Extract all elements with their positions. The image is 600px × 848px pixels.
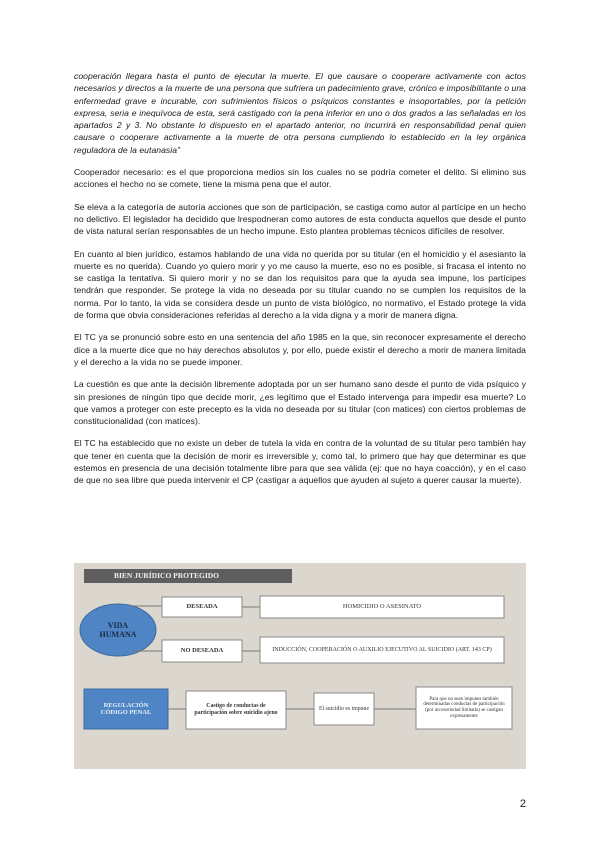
paragraph: En cuanto al bien jurídico, estamos hablando de una vida no querida por su titular (en el homicidio y el asesianto la muerte es no querida). Cuando yo quiero morir y yo me causo la muerte, eso no es posible, si fracasa el intento no se castiga la tentativa. Si quiero morir y no se dan los requisitos para que la ayuda sea impune, los partícipes tendrán que responder. Se protege la vida no deseada por su titular cuando no se cumplen los requisitos de la norma. Por lo tanto, la vida se considera desde un punto de vista biológico, no normativo, el Estado protege la vida de forma que obvia consideraciones referidas al derecho a la vida digna y a morir de manera digna.: [74, 248, 526, 321]
paragraph: Cooperador necesario: es el que proporciona medios sin los cuales no se podría cometer el delito. Si elimino sus acciones el hecho no se comete, tiene la misma pena que el autor.: [74, 167, 526, 190]
para-que-label: Para que no sean impunes también determinadas conductas de participación (por accesoriedad limitada) se castigan expresamente: [423, 696, 505, 719]
paragraph: El TC ya se pronunció sobre esto en una sentencia del año 1985 en la que, sin reconocer expresamente el derecho dice a la muerte dice que no hay derechos absolutos y, por ello, puede existir el derecho a morir de manera limitada y el derecho a la vida no se puede imponer.: [74, 332, 526, 367]
regulacion-label: REGULACIÓN CÓDIGO PENAL: [100, 701, 152, 716]
homicidio-label: HOMICIDIO O ASESINATO: [342, 603, 422, 611]
deseada-label: DESEADA: [186, 603, 218, 611]
paragraph: La cuestión es que ante la decisión libremente adoptada por un ser humano sano desde el punto de vida psíquico y sin presiones de ningún tipo que decide morir, ¿es legítimo que el Estado intervenga para impedir esa muerte? Lo que vamos a proteger con este precepto es la vida no deseada por su titular (con matices) con ciertos problemas de constitucionalidad (con matices).: [74, 379, 526, 427]
castigo-label: Castigo de conductas de participación sobre suicidio ajeno: [194, 703, 278, 716]
page-number: 2: [519, 798, 526, 810]
vida-humana-label: VIDA HUMANA: [99, 620, 137, 639]
induccion-label: INDUCCIÓN, COOPERACIÓN O AUXILIO EJECUTIVO AL SUICIDIO (ART. 143 CP): [272, 646, 492, 653]
diagram-header-label: BIEN JURÍDICO PROTEGIDO: [114, 570, 220, 580]
bien-juridico-diagram: [74, 563, 526, 769]
quoted-article-paragraph: cooperación llegara hasta el punto de ejecutar la muerte. El que causare o cooperare activamente con actos necesarios y directos a la muerte de una persona que sufriera un padecimiento grave, crónico e imposibilitante o una enfermedad grave e incurable, con sufrimientos físicos o psíquicos constantes e insoportables, por la petición expresa, seria e inequívoca de esta, será castigado con la pena inferior en uno o dos grados a las señaladas en los apartados 2 y 3. No obstante lo dispuesto en el apartado anterior, no incurrirá en responsabilidad penal quien causare o cooperare activamente a la muerte de otra persona cumpliendo lo establecido en la ley orgánica reguladora de la eutanasia”: [74, 71, 526, 155]
diagram-shapes: [74, 563, 526, 769]
paragraph: Se eleva a la categoría de autoría acciones que son de participación, se castiga como autor al partícipe en un hecho no delictivo. El legislador ha decidido que lrespodneran como autores de esta conducta aquellos que desde el punto de vista natural serían responsables de un hecho impune. Esto plantea problemas técnicos difíciles de resolver.: [74, 201, 526, 237]
no-deseada-label: NO DESEADA: [180, 647, 224, 655]
paragraph: El TC ha establecido que no existe un deber de tutela la vida en contra de la voluntad de su titular pero también hay que tener en cuenta que la decisión de morir es irreversible y, como tal, lo primero que hay que determinar es que estemos en presencia de una decisión totalmente libre para que sea válida (ej: que no haya coacción), y en el caso de que no sea libre que pueda intervenir el CP (castigar a aquellos que ayuden al sujeto a querer causar la muerte).: [74, 438, 526, 486]
suicidio-label: El suicidio es impune: [318, 705, 370, 712]
text-body: [74, 70, 526, 497]
